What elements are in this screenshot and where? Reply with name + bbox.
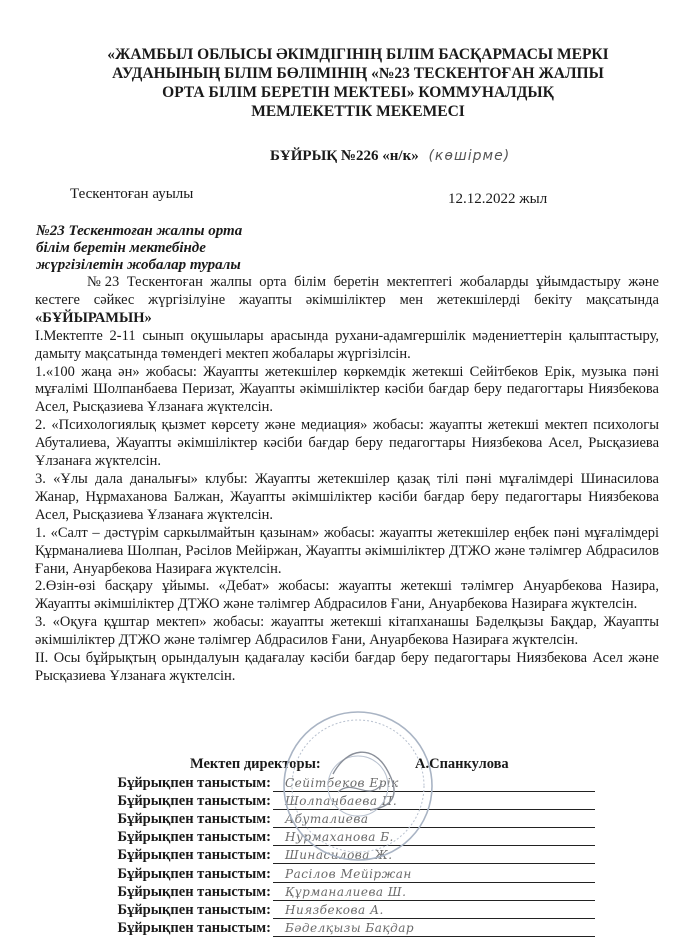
handwritten-signature: Бәделқызы Бақдар [285,920,415,935]
subject-line: білім беретін мектебінде [36,240,206,256]
handwritten-signature: Шинасилова Ж. [285,848,393,863]
signature-line [273,778,595,792]
acknowledgement-row [75,864,595,882]
order-body [35,274,659,686]
acknowledgement-row [75,810,595,828]
header-line: АУДАНЫНЫҢ БІЛІМ БӨЛІМІНІҢ «№23 ТЕСКЕНТОҒАН ЖАЛПЫ [112,65,604,82]
signature-line [273,814,595,828]
header-line: «ЖАМБЫЛ ОБЛЫСЫ ӘКІМДІГІНІҢ БІЛІМ БАСҚАРМАСЫ МЕРКІ [107,46,609,63]
acknowledgement-label: Бұйрықпен таныстым: [117,847,271,864]
paragraph: 3. «Оқуға құштар мектеп» жобасы: жауапты жетекші кітапханашы Бәделқызы Бақдар, Жауапты әкімшіліктер ДТЖО және тәлімгер Абдрасилов Ғани, Ануарбекова Назираға жүктелсін. [35,614,659,649]
signature-line [273,902,595,919]
intro-paragraph [35,274,659,328]
header-line: ОРТА БІЛІМ БЕРЕТІН МЕКТЕБІ» КОММУНАЛДЫҚ [162,84,554,101]
handwritten-signature: Шолпанбаева П. [285,794,398,809]
handwritten-signature: Нурмаханова Б. [285,830,394,845]
place-name: Тескентоған ауылы [70,186,194,202]
acknowledgement-row [75,774,595,792]
header-line: МЕМЛЕКЕТТІК МЕКЕМЕСІ [251,103,465,120]
document-header [88,45,628,121]
director-name: А.Спанкулова [415,756,509,772]
acknowledgement-label: Бұйрықпен таныстым: [117,793,271,810]
signature-line [273,796,595,810]
acknowledgement-row [75,828,595,846]
acknowledgement-label: Бұйрықпен таныстым: [117,775,271,792]
signature-line [273,866,595,883]
acknowledgement-row [75,919,595,937]
handwritten-signature: Абуталиева [285,812,369,827]
handwritten-signature: Құрманалиева Ш. [285,884,407,899]
acknowledgement-row [75,883,595,901]
paragraph: 2.Өзін-өзі басқару ұйымы. «Дебат» жобасы: жауапты жетекші тәлімгер Ануарбекова Назира, Жауапты әкімшіліктер ДТЖО және тәлімгер Абдрасилов Ғани, Ануарбекова Назираға жүктелсін. [35,578,659,613]
intro-text: №23 Тескентоған жалпы орта білім беретін мектептегі жобаларды ұйымдастыру және кестеге сәйкес жүргізілуіне жауапты әкімшіліктер мен жетекшілерді бекіту мақсатында [35,274,659,308]
acknowledgement-label: Бұйрықпен таныстым: [117,919,271,936]
signature-line [273,832,595,846]
handwritten-signature: Ниязбекова А. [285,902,384,917]
signature-line [273,884,595,901]
intro-decree: «БҰЙЫРАМЫН» [35,309,152,326]
handwritten-signature: Расілов Мейіржан [285,866,412,881]
acknowledgement-label: Бұйрықпен таныстым: [117,901,271,918]
acknowledgement-label: Бұйрықпен таныстым: [117,811,271,828]
paragraph: 3. «Ұлы дала даналығы» клубы: Жауапты жетекшілер қазақ тілі пәні мұғалімдері Шинасилова Жанар, Нұрмаханова Балжан, Жауапты әкімшіліктер кәсіби бағдар беру педагогтары Ниязбекова Асел, Рысқазиева Ұлзанаға жүктелсін. [35,470,659,523]
paragraph: II. Осы бұйрықтың орындалуын қадағалау кәсіби бағдар беру педагогтары Ниязбекова Асел және Рысқазиева Ұлзанаға жүктелсін. [35,650,659,684]
acknowledgement-row [75,792,595,810]
acknowledgement-row [75,846,595,864]
acknowledgement-label: Бұйрықпен таныстым: [117,829,271,846]
order-subject [36,223,242,274]
signature-line [273,850,595,864]
order-title [270,148,510,165]
paragraph: I.Мектепте 2-11 сынып оқушылары арасында рухани-адамгершілік мәдениеттерін қалыптастыру, дамыту мақсатында төмендегі мектеп жобалары жүргізілсін. [35,327,659,362]
paragraph: 1. «Салт – дәстүрім саркылмайтын қазынам» жобасы: жауапты жетекшілер еңбек пәні мұғалімдері Құрманалиева Шолпан, Рәсілов Мейіржан, Жауапты әкімшіліктер ДТЖО және тәлімгер Абдрасилов Ғани, Ануарбекова Назираға жүктелсін. [35,524,659,577]
order-date: 12.12.2022 жыл [448,191,548,207]
signature-block [75,756,595,937]
acknowledgement-label: Бұйрықпен таныстым: [117,883,271,900]
signature-line [273,920,595,937]
acknowledgement-row [75,901,595,919]
director-row [75,756,595,774]
paragraph: 1.«100 жаңа ән» жобасы: Жауапты жетекшілер көркемдік жетекші Сейітбеков Ерік, музыка пәні мұғалімі Шолпанбаева Перизат, Жауапты әкімшіліктер кәсіби бағдар беру педагогтары Ниязбекова Асел, Рысқазиева Ұлзанаға жүктелсін. [35,363,659,416]
director-title: Мектеп директоры: [190,756,321,772]
handwritten-signature: Сейітбеков Ерік [285,776,399,791]
acknowledgement-label: Бұйрықпен таныстым: [117,865,271,882]
order-number: БҰЙРЫҚ №226 «н/к» [270,148,419,164]
subject-line: №23 Тескентоған жалпы орта [36,223,243,239]
paragraph: 2. «Психологиялық қызмет көрсету және медиация» жобасы: жауапты жетекші мектеп психологы Абуталиева, Жауапты әкімшіліктер кәсіби бағдар беру педагогтары Ниязбекова Асел, Рысқазиева Ұлзанаға жүктелсін. [35,417,659,470]
handwritten-copy-note: (көшірме) [428,148,511,164]
subject-line: жүргізілетін жобалар туралы [36,257,241,273]
